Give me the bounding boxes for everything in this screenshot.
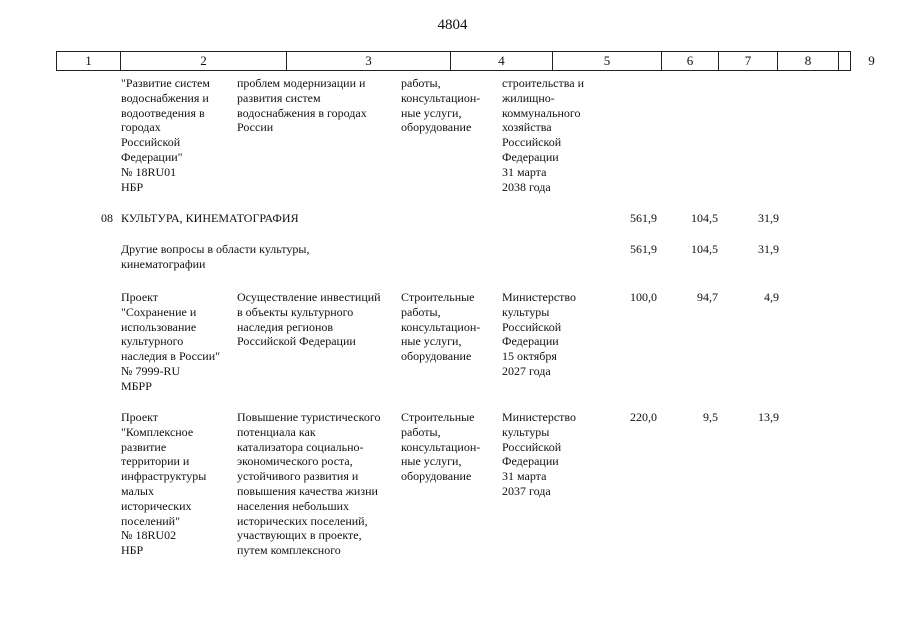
executor-cell: Министерство культуры Российской Федерации 31 марта 2037 года xyxy=(502,410,576,498)
purpose-cell: Повышение туристического потенциала как катализатора социально- экономического роста, устойчивого развития и повышения качества жизни населения небольших исторических поселений, участвующих в проекте, путем комплексного xyxy=(237,410,381,558)
col6-value: 561,9 xyxy=(630,211,657,225)
subsection-title: Другие вопросы в области культуры, кинематографии xyxy=(121,242,310,271)
col6-value: 100,0 xyxy=(630,290,657,304)
page-number: 4804 xyxy=(437,17,468,33)
executor-cell: Министерство культуры Российской Федерации 15 октября 2027 года xyxy=(502,290,576,378)
col8-value: 13,9 xyxy=(758,410,779,424)
header-col-7: 7 xyxy=(718,52,777,70)
header-col-8: 8 xyxy=(777,52,838,70)
work-type-cell: работы, консультацион- ные услуги, оборудование xyxy=(401,76,481,135)
header-col-1: 1 xyxy=(85,53,92,68)
col7-value: 104,5 xyxy=(691,242,718,256)
work-type-cell: Строительные работы, консультацион- ные услуги, оборудование xyxy=(401,410,481,484)
header-col-2: 2 xyxy=(120,52,286,70)
col8-value: 31,9 xyxy=(758,211,779,225)
project-name-cell: "Развитие систем водоснабжения и водоотведения в городах Российской Федерации" № 18RU01 НБР xyxy=(121,76,210,194)
project-name-cell: Проект "Комплексное развитие территории и инфраструктуры малых исторических поселений" № 18RU02 НБР xyxy=(121,410,207,558)
col6-value: 561,9 xyxy=(630,242,657,256)
project-name-cell: Проект "Сохранение и использование культурного наследия в России" № 7999-RU МБРР xyxy=(121,290,221,393)
col7-value: 9,5 xyxy=(703,410,718,424)
work-type-cell: Строительные работы, консультацион- ные услуги, оборудование xyxy=(401,290,481,364)
header-col-3: 3 xyxy=(286,52,450,70)
header-col-9: 9 xyxy=(838,52,904,70)
col6-value: 220,0 xyxy=(630,410,657,424)
col8-value: 4,9 xyxy=(764,290,779,304)
section-title: КУЛЬТУРА, КИНЕМАТОГРАФИЯ xyxy=(121,211,299,225)
section-code: 08 xyxy=(101,211,113,225)
purpose-cell: проблем модернизации и развития систем водоснабжения в городах России xyxy=(237,76,367,135)
col7-value: 94,7 xyxy=(697,290,718,304)
col7-value: 104,5 xyxy=(691,211,718,225)
purpose-cell: Осуществление инвестиций в объекты культурного наследия регионов Российской Федерации xyxy=(237,290,381,349)
executor-cell: строительства и жилищно- коммунального хозяйства Российской Федерации 31 марта 2038 года xyxy=(502,76,584,194)
header-col-6: 6 xyxy=(661,52,718,70)
col8-value: 31,9 xyxy=(758,242,779,256)
table-header-row xyxy=(56,51,875,71)
header-col-5: 5 xyxy=(552,52,661,70)
header-col-4: 4 xyxy=(450,52,552,70)
